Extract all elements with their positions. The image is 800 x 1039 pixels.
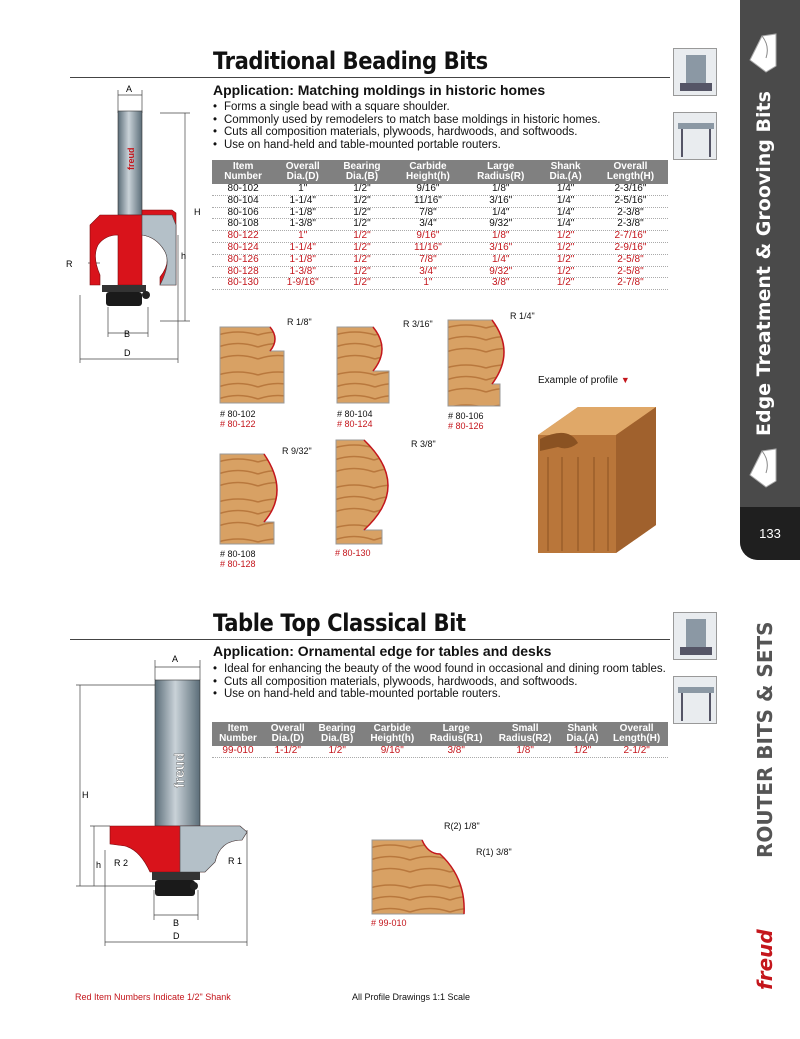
profile-radius-label: R 1/4" xyxy=(510,311,535,321)
table-cell: 2-5/8" xyxy=(593,266,668,278)
table-cell: 1-1/8" xyxy=(274,207,331,219)
profile-numbers: # 80-104 # 80-124 xyxy=(337,409,373,429)
profile-80-106 xyxy=(446,318,516,408)
section1-title: Traditional Beading Bits xyxy=(213,47,488,75)
dim-h-small: h xyxy=(181,251,187,261)
dim-r: R xyxy=(66,259,73,269)
table-cell: 80-126 xyxy=(212,254,274,266)
profile-radius-label: R 1/8" xyxy=(287,317,312,327)
column-header: Bearing Dia.(B) xyxy=(331,160,392,184)
table-cell: 2-5/8" xyxy=(593,254,668,266)
table-row xyxy=(212,278,668,290)
router-table-icon xyxy=(673,112,717,160)
table-cell: 1/2" xyxy=(538,254,593,266)
list-item: • Cuts all composition materials, plywoods, hardwoods, and softwoods. xyxy=(213,676,666,689)
table-cell: 1-3/8" xyxy=(274,266,331,278)
triangle-down-icon: ▼ xyxy=(620,375,630,385)
column-header: Small Radius(R2) xyxy=(491,722,560,746)
table-cell: 1/2" xyxy=(331,207,392,219)
table-cell: 80-106 xyxy=(212,207,274,219)
profile-80-102 xyxy=(218,325,288,405)
profile-r2-label: R(2) 1/8" xyxy=(444,821,480,831)
table-cell: 9/32" xyxy=(463,266,538,278)
table-cell: 11/16" xyxy=(393,195,464,207)
table-cell: 80-128 xyxy=(212,266,274,278)
column-header: Carbide Height(h) xyxy=(363,722,422,746)
table-cell: 2-3/8" xyxy=(593,219,668,231)
table-cell: 1" xyxy=(393,278,464,290)
table-cell: 1" xyxy=(274,184,331,195)
column-header: Large Radius(R1) xyxy=(422,722,491,746)
table-cell: 1/2" xyxy=(331,195,392,207)
profile-numbers: # 80-102 # 80-122 xyxy=(220,409,256,429)
column-header: Item Number xyxy=(212,160,274,184)
table-cell: 1" xyxy=(274,231,331,243)
dim-a: A xyxy=(172,654,179,664)
table-cell: 80-130 xyxy=(212,278,274,290)
beading-bit-diagram xyxy=(60,85,210,365)
column-header: Overall Length(H) xyxy=(605,722,668,746)
dim-r1: R 1 xyxy=(228,856,243,866)
dim-h-small: h xyxy=(96,860,102,870)
table-cell: 1-3/8" xyxy=(274,219,331,231)
profile-radius-label: R 3/8" xyxy=(411,439,436,449)
profile-99-010 xyxy=(370,838,470,918)
sidebar-title-bottom: ROUTER BITS & SETS xyxy=(753,621,777,858)
table-cell: 1/2" xyxy=(331,184,392,195)
profile-radius-label: R 9/32" xyxy=(282,446,312,456)
section1-spec-table xyxy=(212,160,668,290)
table-cell: 1/2" xyxy=(312,746,363,757)
table-cell: 80-102 xyxy=(212,184,274,195)
profile-80-104 xyxy=(335,325,410,405)
table-row xyxy=(212,254,668,266)
table-cell: 1/4" xyxy=(538,219,593,231)
profile-80-130 xyxy=(334,438,414,546)
table-row xyxy=(212,242,668,254)
list-item: • Cuts all composition materials, plywoods, hardwoods, and softwoods. xyxy=(213,126,673,139)
dim-h-big: H xyxy=(194,207,201,217)
table-cell: 1/4" xyxy=(538,195,593,207)
table-row xyxy=(212,219,668,231)
table-row xyxy=(212,231,668,243)
section1-rule xyxy=(70,77,670,78)
table-cell: 1/2" xyxy=(331,231,392,243)
table-cell: 1/2" xyxy=(331,278,392,290)
table-cell: 1/4" xyxy=(463,254,538,266)
table-cell: 9/32" xyxy=(463,219,538,231)
table-cell: 7/8" xyxy=(393,254,464,266)
section2-title: Table Top Classical Bit xyxy=(213,609,466,637)
table-cell: 1/2" xyxy=(560,746,606,757)
list-item: • Use on hand-held and table-mounted portable routers. xyxy=(213,688,666,701)
table-cell: 2-7/8" xyxy=(593,278,668,290)
column-header: Overall Length(H) xyxy=(593,160,668,184)
bit-brand-logo: freud xyxy=(171,753,187,788)
table-row xyxy=(212,195,668,207)
dim-h-big: H xyxy=(82,790,89,800)
table-row xyxy=(212,746,668,757)
table-cell: 80-122 xyxy=(212,231,274,243)
column-header: Carbide Height(h) xyxy=(393,160,464,184)
example-label: Example of profile ▼ xyxy=(538,375,630,386)
column-header: Bearing Dia.(B) xyxy=(312,722,363,746)
table-cell: 1/8" xyxy=(463,231,538,243)
table-cell: 2-3/8" xyxy=(593,207,668,219)
profile-numbers: # 80-130 xyxy=(335,548,371,558)
table-cell: 1/2" xyxy=(331,219,392,231)
table-cell: 1-1/4" xyxy=(274,195,331,207)
table-row xyxy=(212,207,668,219)
example-molding-illustration xyxy=(538,395,658,555)
table-cell: 1/2" xyxy=(331,266,392,278)
bit-brand-logo: freud xyxy=(126,147,136,170)
table-cell: 80-108 xyxy=(212,219,274,231)
profile-radius-label: R 3/16" xyxy=(403,319,433,329)
table-cell: 3/8" xyxy=(422,746,491,757)
column-header: Shank Dia.(A) xyxy=(560,722,606,746)
dim-d: D xyxy=(124,348,131,358)
dim-r2: R 2 xyxy=(114,858,129,868)
column-header: Shank Dia.(A) xyxy=(538,160,593,184)
table-cell: 2-9/16" xyxy=(593,242,668,254)
table-cell: 2-1/2" xyxy=(605,746,668,757)
section1-application: Application: Matching moldings in historic homes xyxy=(213,82,546,98)
handheld-router-icon xyxy=(673,48,717,96)
table-cell: 9/16" xyxy=(393,231,464,243)
table-cell: 80-124 xyxy=(212,242,274,254)
table-cell: 1/2" xyxy=(538,266,593,278)
dim-b: B xyxy=(124,329,131,339)
sidebar-title-top: Edge Treatment & Grooving Bits xyxy=(753,91,775,436)
page-number: 133 xyxy=(740,507,800,560)
table-cell: 1/8" xyxy=(491,746,560,757)
table-cell: 1/2" xyxy=(331,242,392,254)
section2-rule xyxy=(70,639,670,640)
table-cell: 1/2" xyxy=(538,231,593,243)
molding-icon xyxy=(748,445,780,491)
table-cell: 1/4" xyxy=(538,184,593,195)
column-header: Large Radius(R) xyxy=(463,160,538,184)
table-cell: 1/8" xyxy=(463,184,538,195)
table-cell: 1-1/2" xyxy=(264,746,312,757)
table-cell: 1/4" xyxy=(538,207,593,219)
profile-80-108 xyxy=(218,452,288,547)
footer-note-left: Red Item Numbers Indicate 1/2" Shank xyxy=(75,992,231,1002)
dim-a: A xyxy=(126,85,133,94)
profile-numbers: # 80-106 # 80-126 xyxy=(448,411,484,431)
table-cell: 3/16" xyxy=(463,242,538,254)
table-cell: 80-104 xyxy=(212,195,274,207)
section2-spec-table xyxy=(212,722,668,758)
table-cell: 9/16" xyxy=(363,746,422,757)
table-cell: 3/8" xyxy=(463,278,538,290)
column-header: Overall Dia.(D) xyxy=(274,160,331,184)
table-cell: 3/16" xyxy=(463,195,538,207)
dim-d: D xyxy=(173,931,180,941)
list-item: • Commonly used by remodelers to match base moldings in historic homes. xyxy=(213,114,673,127)
table-row xyxy=(212,266,668,278)
section2-bullets xyxy=(213,663,666,701)
handheld-router-icon xyxy=(673,612,717,660)
table-cell: 1/2" xyxy=(331,254,392,266)
table-cell: 2-5/16" xyxy=(593,195,668,207)
section2-application: Application: Ornamental edge for tables and desks xyxy=(213,643,552,659)
footer-note-center: All Profile Drawings 1:1 Scale xyxy=(352,992,471,1002)
table-cell: 3/4" xyxy=(393,266,464,278)
table-cell: 3/4" xyxy=(393,219,464,231)
table-cell: 1/2" xyxy=(538,278,593,290)
column-header: Overall Dia.(D) xyxy=(264,722,312,746)
list-item: • Forms a single bead with a square shoulder. xyxy=(213,101,673,114)
table-cell: 99-010 xyxy=(212,746,264,757)
freud-logo: freud xyxy=(753,929,777,990)
list-item: • Ideal for enhancing the beauty of the wood found in occasional and dining room tables. xyxy=(213,663,666,676)
router-table-icon xyxy=(673,676,717,724)
section1-bullets xyxy=(213,101,673,151)
dim-b: B xyxy=(173,918,180,928)
table-top-bit-diagram xyxy=(70,650,260,950)
table-cell: 1/4" xyxy=(463,207,538,219)
table-cell: 2-7/16" xyxy=(593,231,668,243)
list-item: • Use on hand-held and table-mounted portable routers. xyxy=(213,139,673,152)
table-cell: 11/16" xyxy=(393,242,464,254)
table-cell: 7/8" xyxy=(393,207,464,219)
profile-numbers: # 80-108 # 80-128 xyxy=(220,549,256,569)
table-cell: 1-1/8" xyxy=(274,254,331,266)
table-row xyxy=(212,184,668,195)
table-cell: 1-1/4" xyxy=(274,242,331,254)
table-cell: 2-3/16" xyxy=(593,184,668,195)
profile-number: # 99-010 xyxy=(371,918,407,928)
table-cell: 1/2" xyxy=(538,242,593,254)
table-cell: 1-9/16" xyxy=(274,278,331,290)
molding-icon xyxy=(748,30,780,76)
table-cell: 9/16" xyxy=(393,184,464,195)
column-header: Item Number xyxy=(212,722,264,746)
profile-r1-label: R(1) 3/8" xyxy=(476,847,512,857)
